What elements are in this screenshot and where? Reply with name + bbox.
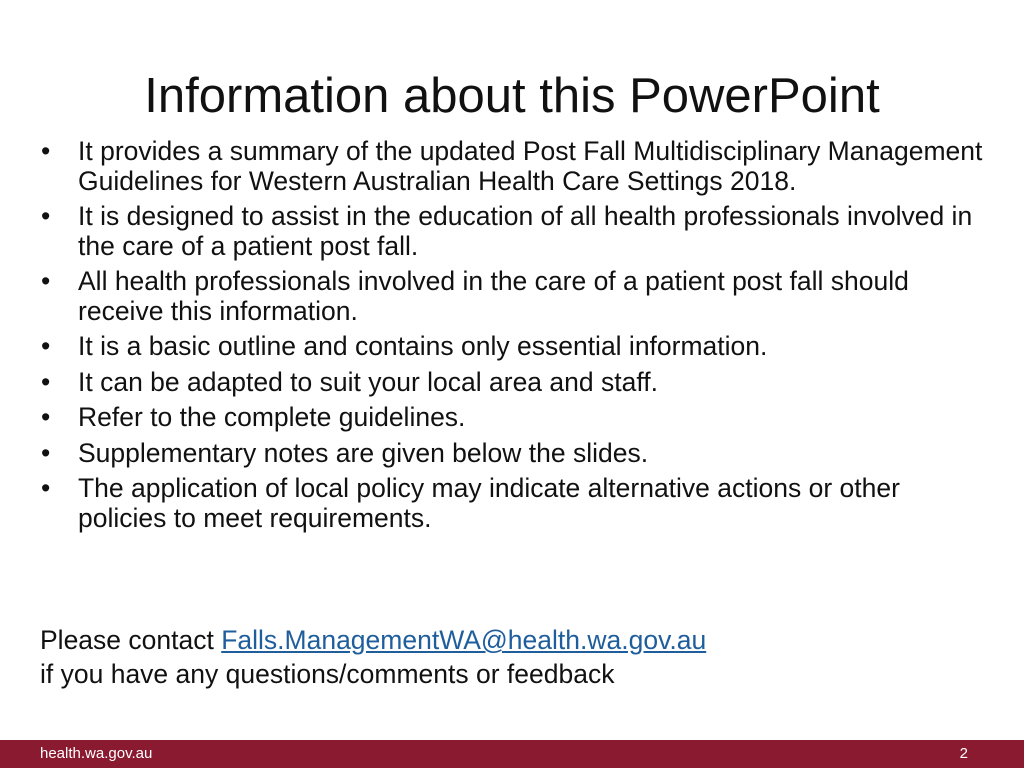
bullet-item	[40, 137, 990, 196]
bullet-dot-icon: •	[41, 402, 51, 432]
bullet-dot-icon: •	[41, 266, 51, 296]
contact-suffix: if you have any questions/comments or feedback	[40, 659, 615, 689]
bullet-dot-icon: •	[41, 136, 51, 166]
bullet-list	[40, 137, 990, 539]
bullet-dot-icon: •	[41, 201, 51, 231]
contact-prefix: Please contact	[40, 625, 222, 655]
bullet-dot-icon: •	[41, 473, 51, 503]
bullet-text: It can be adapted to suit your local area and staff.	[78, 366, 658, 397]
page-number: 2	[959, 745, 968, 762]
footer-bar	[0, 740, 1024, 768]
bullet-text: Supplementary notes are given below the slides.	[78, 437, 649, 468]
bullet-dot-icon: •	[41, 331, 51, 361]
bullet-item	[40, 439, 990, 469]
bullet-item	[40, 332, 990, 362]
bullet-text: It is designed to assist in the education of all health professionals involved in the care of a patient post fall.	[78, 201, 973, 261]
footer-site: health.wa.gov.au	[40, 745, 153, 762]
bullet-item	[40, 368, 990, 398]
bullet-item	[40, 474, 990, 533]
contact-block	[40, 623, 990, 691]
bullet-text: The application of local policy may indicate alternative actions or other policies to meet requirements.	[78, 473, 900, 533]
bullet-text: Refer to the complete guidelines.	[78, 402, 466, 432]
bullet-item	[40, 267, 990, 326]
bullet-text: It provides a summary of the updated Post Fall Multidisciplinary Management Guidelines for Western Australian Health Care Settings 2018.	[78, 136, 983, 196]
slide-title: Information about this PowerPoint	[144, 69, 880, 123]
bullet-dot-icon: •	[41, 366, 51, 397]
bullet-text: All health professionals involved in the care of a patient post fall should receive this information.	[78, 266, 909, 326]
bullet-text: It is a basic outline and contains only essential information.	[78, 331, 768, 361]
bullet-item	[40, 403, 990, 433]
bullet-item	[40, 202, 990, 261]
bullet-dot-icon: •	[41, 437, 51, 468]
contact-line	[40, 623, 990, 657]
email-link[interactable]: Falls.ManagementWA@health.wa.gov.au	[221, 625, 707, 655]
